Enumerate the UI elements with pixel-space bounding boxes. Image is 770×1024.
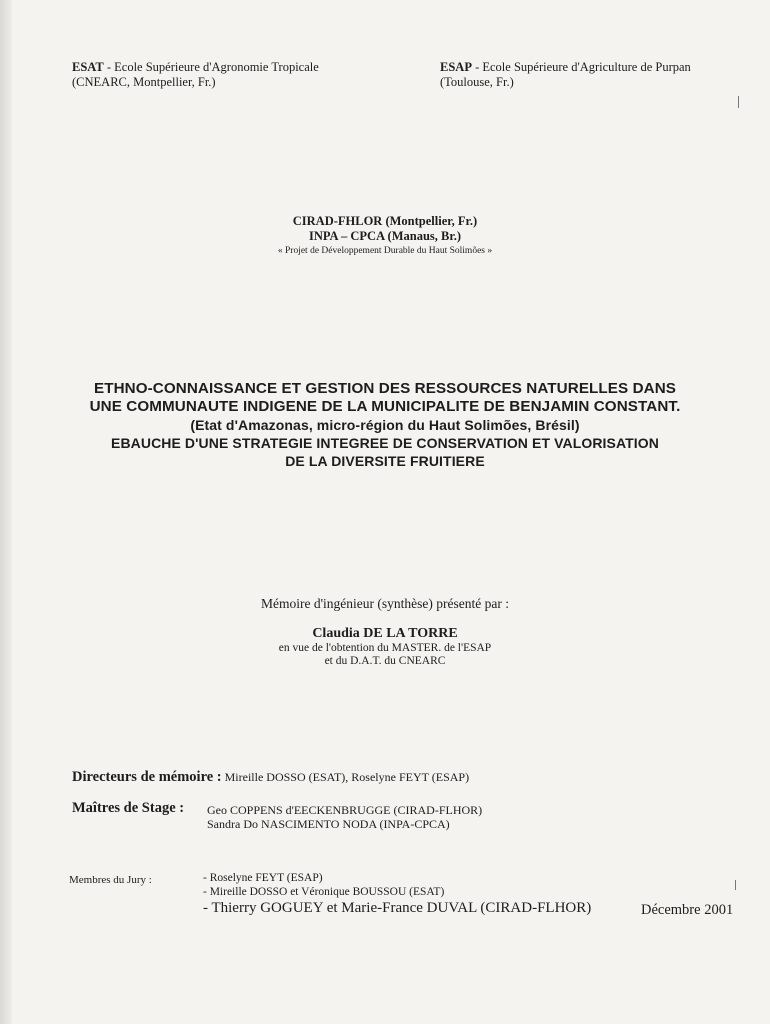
maitre-2: Sandra Do NASCIMENTO NODA (INPA-CPCA)	[207, 817, 450, 831]
maitres-list	[207, 803, 482, 831]
esap-abbr: ESAP	[440, 60, 472, 74]
maitres-label: Maîtres de Stage :	[72, 800, 185, 816]
esat-abbr: ESAT	[72, 60, 104, 74]
scan-mark	[735, 880, 736, 890]
directors	[72, 769, 469, 786]
document-title	[0, 380, 770, 470]
jury-member-2: - Mireille DOSSO et Véronique BOUSSOU (ESAT)	[203, 886, 445, 898]
project-name: « Projet de Développement Durable du Haut Solimões »	[277, 246, 493, 256]
maitre-1: Geo COPPENS d'EECKENBRUGGE (CIRAD-FLHOR)	[207, 803, 483, 817]
title-line-4: EBAUCHE D'UNE STRATEGIE INTEGREE DE CONSERVATION ET VALORISATION	[111, 435, 659, 451]
jury-member-3: - Thierry GOGUEY et Marie-France DUVAL (CIRAD-FLHOR)	[203, 900, 592, 916]
degree-line-2: et du D.A.T. du CNEARC	[324, 655, 446, 667]
directors-names: Mireille DOSSO (ESAT), Roselyne FEYT (ESAP)	[221, 770, 470, 784]
directors-label: Directeurs de mémoire :	[72, 769, 222, 785]
institution-cirad: CIRAD-FHLOR (Montpellier, Fr.)	[292, 214, 478, 228]
esat-name: - Ecole Supérieure d'Agronomie Tropicale	[103, 60, 319, 74]
title-line-3: (Etat d'Amazonas, micro-région du Haut Solimões, Brésil)	[190, 417, 580, 433]
memoire-statement: Mémoire d'ingénieur (synthèse) présenté par :	[261, 596, 509, 611]
scan-mark	[738, 96, 739, 108]
author-name: Claudia DE LA TORRE	[312, 626, 458, 641]
scan-edge	[0, 0, 12, 1024]
institutions	[0, 214, 770, 259]
document-date: Décembre 2001	[641, 902, 734, 918]
degree-info	[0, 642, 770, 668]
institution-inpa: INPA – CPCA (Manaus, Br.)	[308, 229, 462, 243]
header-esat	[72, 60, 319, 90]
esap-location: (Toulouse, Fr.)	[440, 75, 514, 89]
title-line-5: DE LA DIVERSITE FRUITIERE	[285, 453, 485, 469]
jury-label: Membres du Jury :	[69, 874, 152, 886]
title-line-1: ETHNO-CONNAISSANCE ET GESTION DES RESSOURCES NATURELLES DANS	[93, 380, 677, 397]
jury-member-1: - Roselyne FEYT (ESAP)	[203, 872, 323, 884]
esap-name: - Ecole Supérieure d'Agriculture de Purpan	[471, 60, 691, 74]
jury-list	[203, 871, 591, 917]
degree-line-1: en vue de l'obtention du MASTER. de l'ESAP	[278, 642, 492, 654]
header-esap	[440, 60, 691, 90]
title-line-2: UNE COMMUNAUTE INDIGENE DE LA MUNICIPALITE DE BENJAMIN CONSTANT.	[89, 398, 681, 415]
esat-location: (CNEARC, Montpellier, Fr.)	[72, 75, 216, 89]
